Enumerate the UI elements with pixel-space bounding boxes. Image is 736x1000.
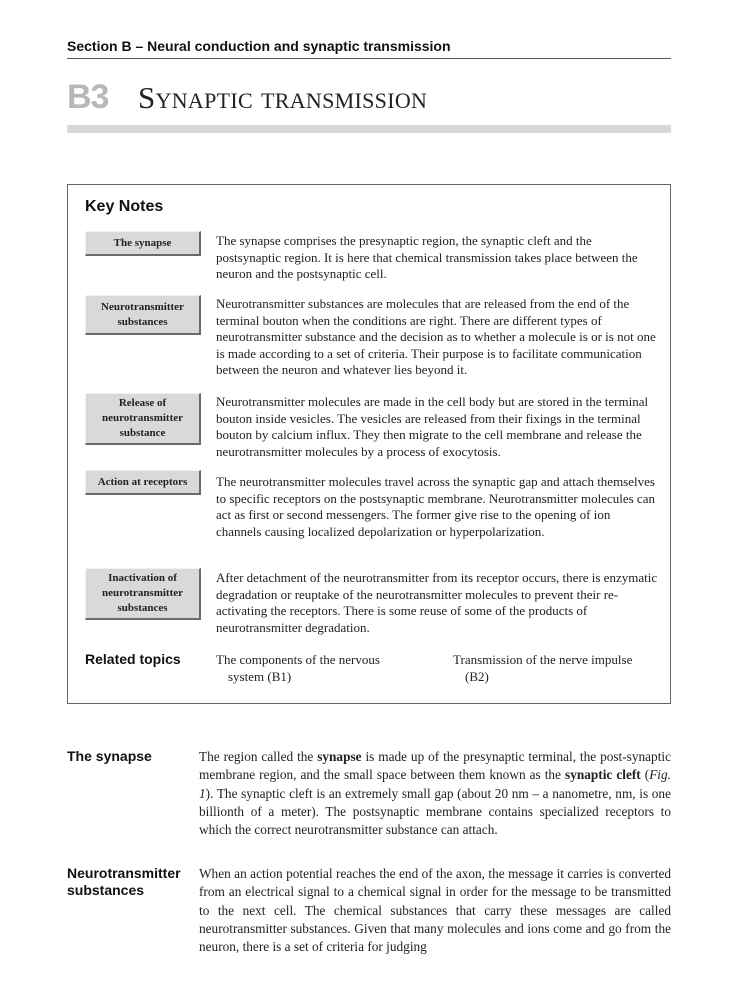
note-label-release: Release of neurotransmitter substance	[85, 393, 201, 445]
neurotransmitter-paragraph: When an action potential reaches the end of the axon, the message it carries is converted from an electrical signal to a chemical signal in order for the message to be transmitted to the next cell. The chemical substances that carry these messages are called neurotransmitter substances. Given that many molecules and ions come and go from the neuron, there is a set of criteria for judging	[199, 866, 671, 955]
chapter-code: B3	[67, 78, 109, 116]
key-notes-heading: Key Notes	[85, 198, 164, 215]
note-text-synapse: The synapse comprises the presynaptic region, the synaptic cleft and the postsynaptic region. It is here that chemical transmission takes place between the neuron and the postsynaptic cell.	[216, 233, 638, 282]
header-rule	[67, 58, 671, 59]
title-bar	[67, 125, 671, 133]
note-text-release: Neurotransmitter molecules are made in the cell body but are stored in the terminal bouton inside vesicles. The vesicles are released from their fixings in the terminal bouton by calcium influx. They then migrate to the cell membrane and release the neurotransmitter molecules by a process of exocytosis.	[216, 394, 649, 459]
figure-reference[interactable]: Fig. 1	[199, 767, 671, 801]
related-topic-link[interactable]: The components of the nervous system (B1)	[216, 652, 380, 684]
chapter-title: Synaptic transmission	[138, 80, 428, 115]
synapse-heading: The synapse	[67, 748, 152, 764]
related-topics-heading: Related topics	[85, 651, 181, 667]
term-synaptic-cleft: synaptic cleft	[565, 767, 641, 783]
note-text-neurotransmitter-substances: Neurotransmitter substances are molecules that are released from the end of the terminal bouton when the conditions are right. There are different types of neurotransmitter substance and the decision as to whether a molecule is or is not one is made according to a set of criteria. Their purpose is to facilitate communication between the neuron and whatever lies beyond it.	[216, 296, 656, 378]
note-text-action-at-receptors: The neurotransmitter molecules travel across the synaptic gap and attach themselves to specific receptors on the postsynaptic membrane. Neurotransmitter molecules can act as first or second messengers. The former give rise to the opening of ion channels causing localized depolarization or hyperpolarization.	[216, 474, 655, 539]
note-label-neurotransmitter-substances: Neurotransmitter substances	[85, 295, 201, 335]
note-label-synapse: The synapse	[85, 231, 201, 256]
note-label-action-at-receptors: Action at receptors	[85, 470, 201, 495]
related-topic-link[interactable]: Transmission of the nerve impulse (B2)	[453, 652, 633, 684]
section-header: Section B – Neural conduction and synaptic transmission	[67, 38, 451, 54]
key-notes-box	[67, 184, 671, 704]
note-label-inactivation: Inactivation of neurotransmitter substances	[85, 568, 201, 620]
neurotransmitter-heading: Neurotransmitter substances	[67, 865, 181, 898]
note-text-inactivation: After detachment of the neurotransmitter from its receptor occurs, there is enzymatic degradation or reuptake of the neurotransmitter molecules to prevent their re-activating the receptors. There is some reuse of some of the products of neurotransmitter degradation.	[216, 570, 658, 635]
term-synapse: synapse	[317, 749, 362, 764]
synapse-paragraph: The region called the synapse is made up of the presynaptic terminal, the post-synaptic membrane region, and the small space between them known as the synaptic cleft (Fig. 1). The synaptic cleft is an extremely small gap (about 20 nm – a nanometre, nm, is one billionth of a meter). The postsynaptic membrane contains specialized receptors to which the correct neurotransmitter substance can attach.	[199, 749, 671, 838]
